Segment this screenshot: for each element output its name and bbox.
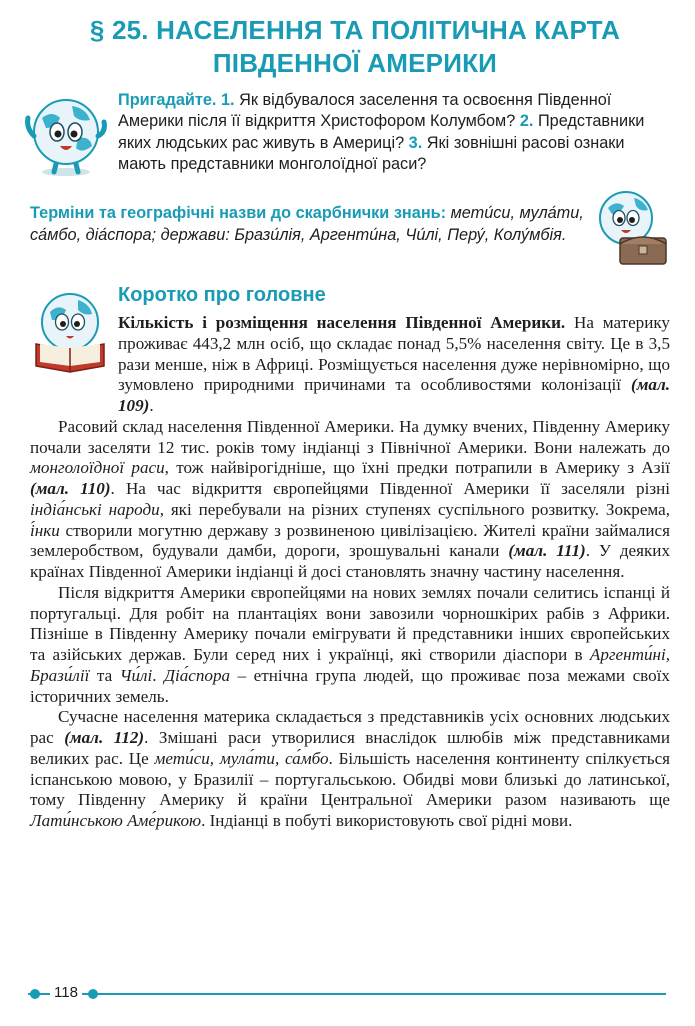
body-text (30, 313, 670, 832)
paragraph-text: На материку проживає 443,2 млн осіб, що складає понад 5,5% населення світу. Це в 3,5 рази менше, ніж в Африці. Розміщується населення дуже нерівномірно, що зумовлено природними причинами та особливостями колонізації (118, 313, 670, 395)
treasure-chest-icon (586, 182, 676, 272)
paragraph-text: створили могутню державу з розвиненою цивілізацією. Жителі країни займалися землеробством, будували дамби, дороги, зрошувальні канали (30, 520, 671, 561)
term: і́нки (30, 520, 60, 540)
paragraph-text: та (96, 665, 113, 685)
recall-questions (118, 90, 673, 175)
term: мети́си, мула́ти, са́мбо (154, 748, 329, 768)
page-title (60, 14, 650, 80)
page-title-line-1: § 25. НАСЕЛЕННЯ ТА ПОЛІТИЧНА КАРТА (89, 15, 621, 45)
paragraph-text: Сучасне населення материка складається з представників усіх основних людських рас (30, 707, 670, 747)
term: Діа́спора (164, 665, 231, 685)
term: Чи́лі (119, 665, 153, 685)
paragraph-text: Расовий склад населення Південної Америки. На думку вчених, Південну Америку почали заселяти 12 тис. років тому індіанці з Північної Америки. Вони належать до (30, 416, 670, 457)
paragraph-text: . У деяких країнах Південної Америки індіанці й досі становлять значну частину населення. (30, 541, 670, 581)
figure-ref: (мал. 109) (118, 375, 670, 415)
footer-dot-icon (86, 987, 100, 1001)
paragraph-text: – етнічна група людей, що проживає поза межами своїх історичних земель. (30, 665, 670, 706)
recall-question-1: Як відбувалося заселення та освоєння Південної Америки після її відкриття Христофором Колумбом? (118, 91, 612, 131)
paragraph-text: . (152, 665, 157, 685)
recall-number-1: 1. (220, 91, 235, 109)
paragraph-modern-population (30, 707, 670, 832)
paragraph-text: . На час відкриття європейцями Південної Америки її заселяли різні (110, 479, 670, 498)
paragraph-races (30, 417, 670, 583)
terms-list: мети́си, мула́ти, са́мбо, діа́спора; держави: Брази́лія, Аргенти́на, Чи́лі, Перу́, Колу́мбія. (30, 204, 584, 244)
terms-lead: Терміни та географічні назви до скарбнички знань: (30, 204, 447, 222)
footer-dot-icon (28, 987, 42, 1001)
paragraph-text: . Більшість населення континенту спілкується іспанською мовою, у Бразилії – португальською. Обидві мови близькі до латинської, тому Південну Америку й країни Центральної Америки разом називають ще (30, 748, 671, 810)
paragraph-text: . Змішані раси утворилися внаслідок шлюбів між представниками великих рас. Це (30, 728, 670, 768)
paragraph-heading: Кількість і розміщення населення Південної Америки. (118, 313, 566, 332)
term: Аргенти́ні, Брази́лії (30, 645, 670, 685)
recall-label: Пригадайте. (118, 91, 217, 109)
section-subheading: Коротко про головне (118, 284, 326, 306)
page-number: 118 (50, 984, 82, 1001)
figure-ref: (мал. 112) (64, 728, 145, 747)
recall-number-3: 3. (408, 133, 423, 152)
paragraph-text: , тож найвірогідніше, що їхні предки потрапили в Америку з Азії (164, 458, 671, 478)
paragraph-text: . Індіанці в побуті використовують свої рідні мови. (201, 811, 573, 830)
paragraph-text: . (149, 396, 154, 415)
paragraph-text: , які перебували на різних ступенях суспільного розвитку. Зокрема, (159, 499, 670, 519)
figure-ref: (мал. 110) (30, 479, 111, 498)
figure-ref: (мал. 111) (508, 541, 586, 561)
recall-question-3: Які зовнішні расові ознаки мають представники монголоїдної раси? (118, 133, 625, 173)
term: Лати́нською Аме́рикою (30, 811, 202, 830)
footer-divider (28, 993, 666, 995)
page-title-line-2: ПІВДЕННОЇ АМЕРИКИ (212, 48, 498, 78)
term: індіа́нські народи (30, 499, 160, 519)
globe-mascot-icon (20, 88, 112, 180)
paragraph-text: Після відкриття Америки європейцями на нових землях почали селитись іспанці й португальці. Для робіт на плантаціях вони завозили чорношкірих рабів з Африки. Пізніше в Південну Америку почали емігрувати й представники інших європейських та азійських держав. Були серед них і українці, які створили діаспори в (30, 582, 670, 664)
paragraph-population (30, 313, 670, 417)
terms-box (30, 203, 585, 246)
recall-number-2: 2. (519, 112, 534, 131)
recall-question-2: Представники яких людських рас живуть в Америці? (118, 112, 645, 152)
term: монголоїдної раси (30, 458, 165, 478)
paragraph-colonization (30, 583, 670, 708)
